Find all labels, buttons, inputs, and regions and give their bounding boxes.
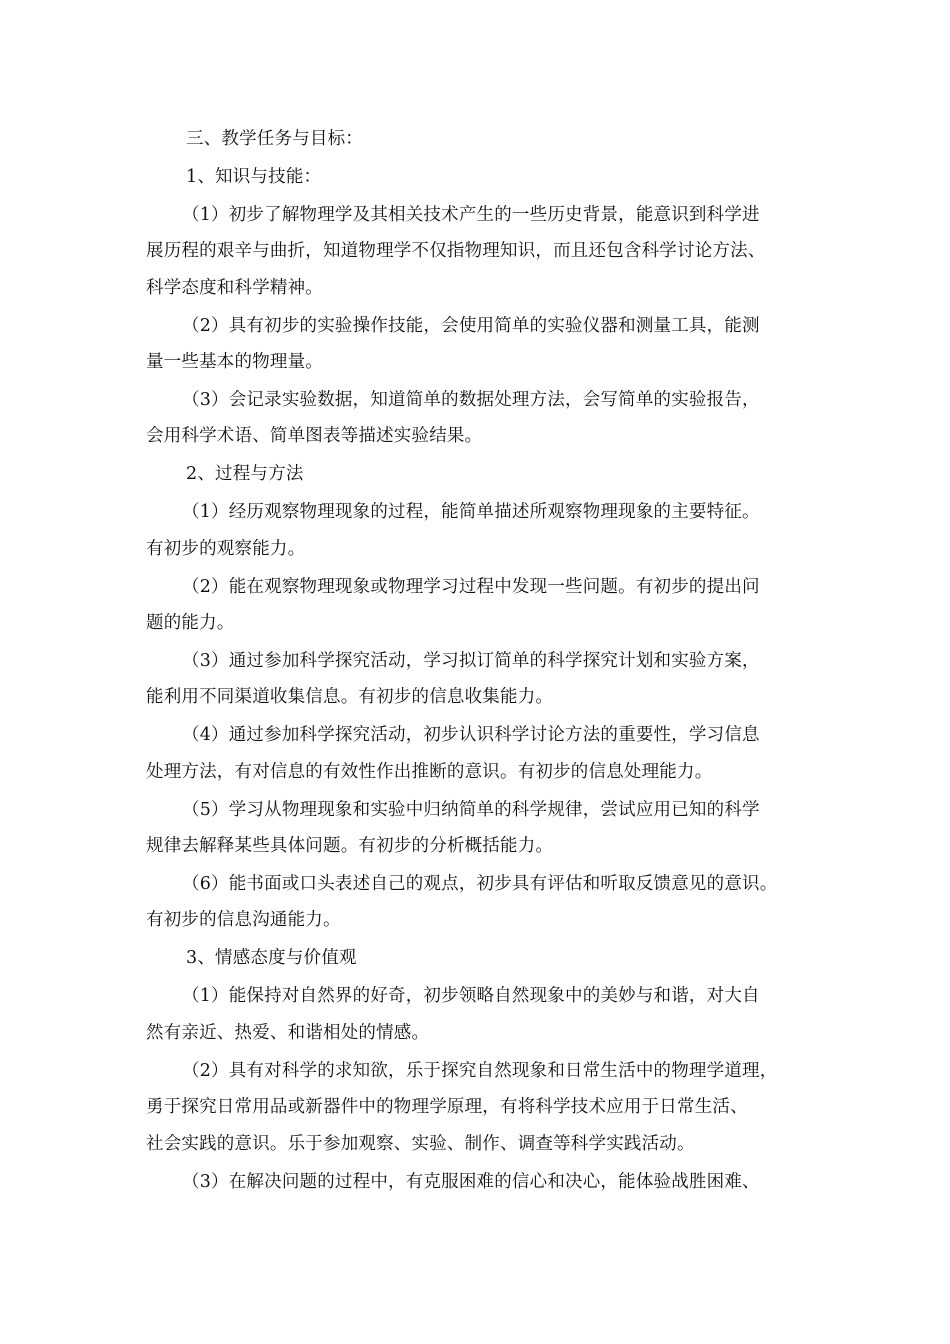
paragraph-line: （3）通过参加科学探究活动，学习拟订简单的科学探究计划和实验方案， <box>182 651 760 671</box>
paragraph-line: （2）具有初步的实验操作技能，会使用简单的实验仪器和测量工具，能测 <box>182 316 760 336</box>
paragraph-line: 会用科学术语、简单图表等描述实验结果。 <box>146 426 483 446</box>
subsection-title-attitudes-values: 3、情感态度与价值观 <box>186 948 357 968</box>
paragraph-line: 有初步的观察能力。 <box>146 539 306 559</box>
paragraph-line: 题的能力。 <box>146 613 235 633</box>
paragraph-line: （2）能在观察物理现象或物理学习过程中发现一些问题。有初步的提出问 <box>182 577 760 597</box>
paragraph-line: 勇于探究日常用品或新器件中的物理学原理，有将科学技术应用于日常生活、 <box>146 1097 748 1117</box>
paragraph-line: 量一些基本的物理量。 <box>146 352 323 372</box>
paragraph-line: （5）学习从物理现象和实验中归纳简单的科学规律，尝试应用已知的科学 <box>182 800 760 820</box>
subsection-title-process-methods: 2、过程与方法 <box>186 464 304 484</box>
paragraph-line: （3）在解决问题的过程中，有克服困难的信心和决心，能体验战胜困难、 <box>182 1172 760 1192</box>
paragraph-line: （6）能书面或口头表述自己的观点，初步具有评估和听取反馈意见的意识。 <box>182 874 778 894</box>
paragraph-line: （3）会记录实验数据，知道简单的数据处理方法，会写简单的实验报告， <box>182 390 760 410</box>
paragraph-line: 社会实践的意识。乐于参加观察、实验、制作、调查等科学实践活动。 <box>146 1134 695 1154</box>
section-heading: 三、教学任务与目标： <box>186 129 363 149</box>
paragraph-line: （2）具有对科学的求知欲，乐于探究自然现象和日常生活中的物理学道理， <box>182 1061 778 1081</box>
paragraph-line: 然有亲近、热爱、和谐相处的情感。 <box>146 1023 430 1043</box>
paragraph-line: （1）经历观察物理现象的过程，能简单描述所观察物理现象的主要特征。 <box>182 502 760 522</box>
paragraph-line: 处理方法，有对信息的有效性作出推断的意识。有初步的信息处理能力。 <box>146 762 713 782</box>
paragraph-line: （4）通过参加科学探究活动，初步认识科学讨论方法的重要性，学习信息 <box>182 725 760 745</box>
subsection-title-knowledge-skills: 1、知识与技能： <box>186 167 322 187</box>
paragraph-line: （1）能保持对自然界的好奇，初步领略自然现象中的美妙与和谐，对大自 <box>182 986 760 1006</box>
paragraph-line: 能利用不同渠道收集信息。有初步的信息收集能力。 <box>146 687 554 707</box>
paragraph-line: 有初步的信息沟通能力。 <box>146 910 341 930</box>
paragraph-line: 展历程的艰辛与曲折，知道物理学不仅指物理知识，而且还包含科学讨论方法、 <box>146 241 766 261</box>
paragraph-line: 科学态度和科学精神。 <box>146 278 323 298</box>
paragraph-line: （1）初步了解物理学及其相关技术产生的一些历史背景，能意识到科学进 <box>182 205 760 225</box>
paragraph-line: 规律去解释某些具体问题。有初步的分析概括能力。 <box>146 836 554 856</box>
